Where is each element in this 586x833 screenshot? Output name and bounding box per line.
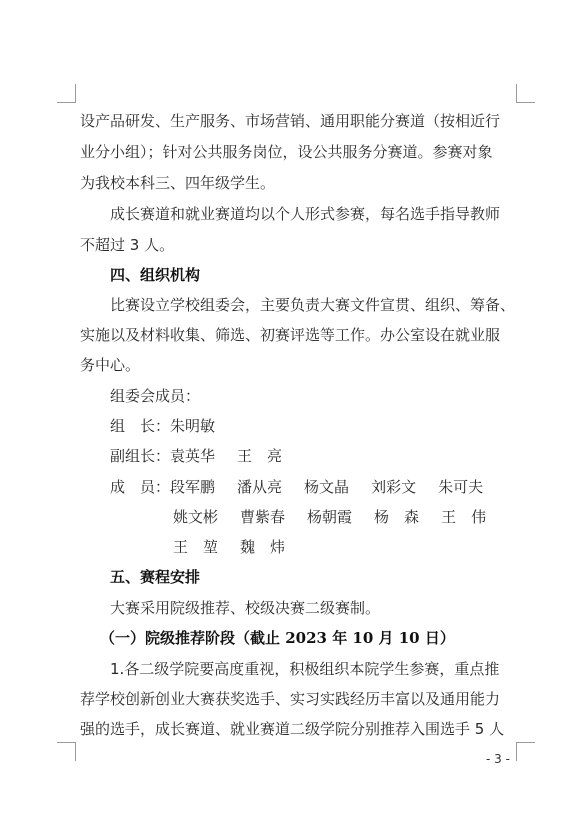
body-line: 比赛设立学校组委会，主要负责大赛文件宣贯、组织、筹备、 <box>110 296 516 314</box>
member-name: 杨 森 <box>374 508 420 526</box>
body-line: 荐学校创新创业大赛获奖选手、实习实践经历丰富以及通用能力 <box>80 690 501 708</box>
body-line: 实施以及材料收集、筛选、初赛评选等工作。办公室设在就业服 <box>80 326 501 344</box>
crop-mark-top-left <box>57 84 76 103</box>
member-name: 杨朝霞 <box>307 508 353 526</box>
body-line: 不超过 3 人。 <box>80 236 175 254</box>
body-line: 大赛采用院级推荐、校级决赛二级赛制。 <box>110 599 381 617</box>
crop-mark-top-right <box>516 84 535 103</box>
committee-leader-row <box>110 419 215 434</box>
body-line: 1.各二级学院要高度重视，积极组织本院学生参赛，重点推 <box>110 660 500 678</box>
subsection-heading: （一）院级推荐阶段（截止 2023 年 10 月 10 日） <box>100 629 455 647</box>
section-heading: 五、赛程安排 <box>110 568 201 586</box>
body-line: 成长赛道和就业赛道均以个人形式参赛，每名选手指导教师 <box>110 205 501 223</box>
member-name: 王 伟 <box>441 508 487 526</box>
body-line: 设产品研发、生产服务、市场营销、通用职能分赛道（按相近行 <box>80 112 501 130</box>
member-name: 潘从亮 <box>237 478 283 496</box>
body-line: 强的选手，成长赛道、就业赛道二级学院分别推荐入围选手 5 人 <box>80 720 505 738</box>
member-name: 段军鹏 <box>170 478 216 496</box>
committee-members-row <box>173 510 486 525</box>
body-line: 业分小组）；针对公共服务岗位，设公共服务分赛道。参赛对象 <box>80 143 493 161</box>
member-name: 魏 炜 <box>240 538 286 556</box>
leader-name: 朱明敏 <box>170 417 216 435</box>
committee-members-row <box>110 480 483 495</box>
member-name: 刘彩文 <box>371 478 417 496</box>
member-name: 王 堃 <box>173 538 219 556</box>
body-line: 为我校本科三、四年级学生。 <box>80 174 276 192</box>
committee-heading: 组委会成员： <box>110 387 201 405</box>
member-name: 杨文晶 <box>304 478 350 496</box>
committee-deputy-row <box>110 449 282 464</box>
deputy-label: 副组长： <box>110 447 171 465</box>
crop-mark-bottom-right <box>516 742 535 761</box>
page-number: - 3 - <box>486 752 510 766</box>
deputy-name: 王 亮 <box>237 447 283 465</box>
members-label: 成 员： <box>110 478 171 496</box>
section-heading: 四、组织机构 <box>110 266 201 284</box>
member-name: 曹紫春 <box>240 508 286 526</box>
body-line: 务中心。 <box>80 356 141 374</box>
member-name: 朱可夫 <box>438 478 484 496</box>
member-name: 姚文彬 <box>173 508 219 526</box>
deputy-name: 袁英华 <box>170 447 216 465</box>
committee-members-row <box>173 540 285 555</box>
leader-label: 组 长： <box>110 417 171 435</box>
crop-mark-bottom-left <box>57 742 76 761</box>
